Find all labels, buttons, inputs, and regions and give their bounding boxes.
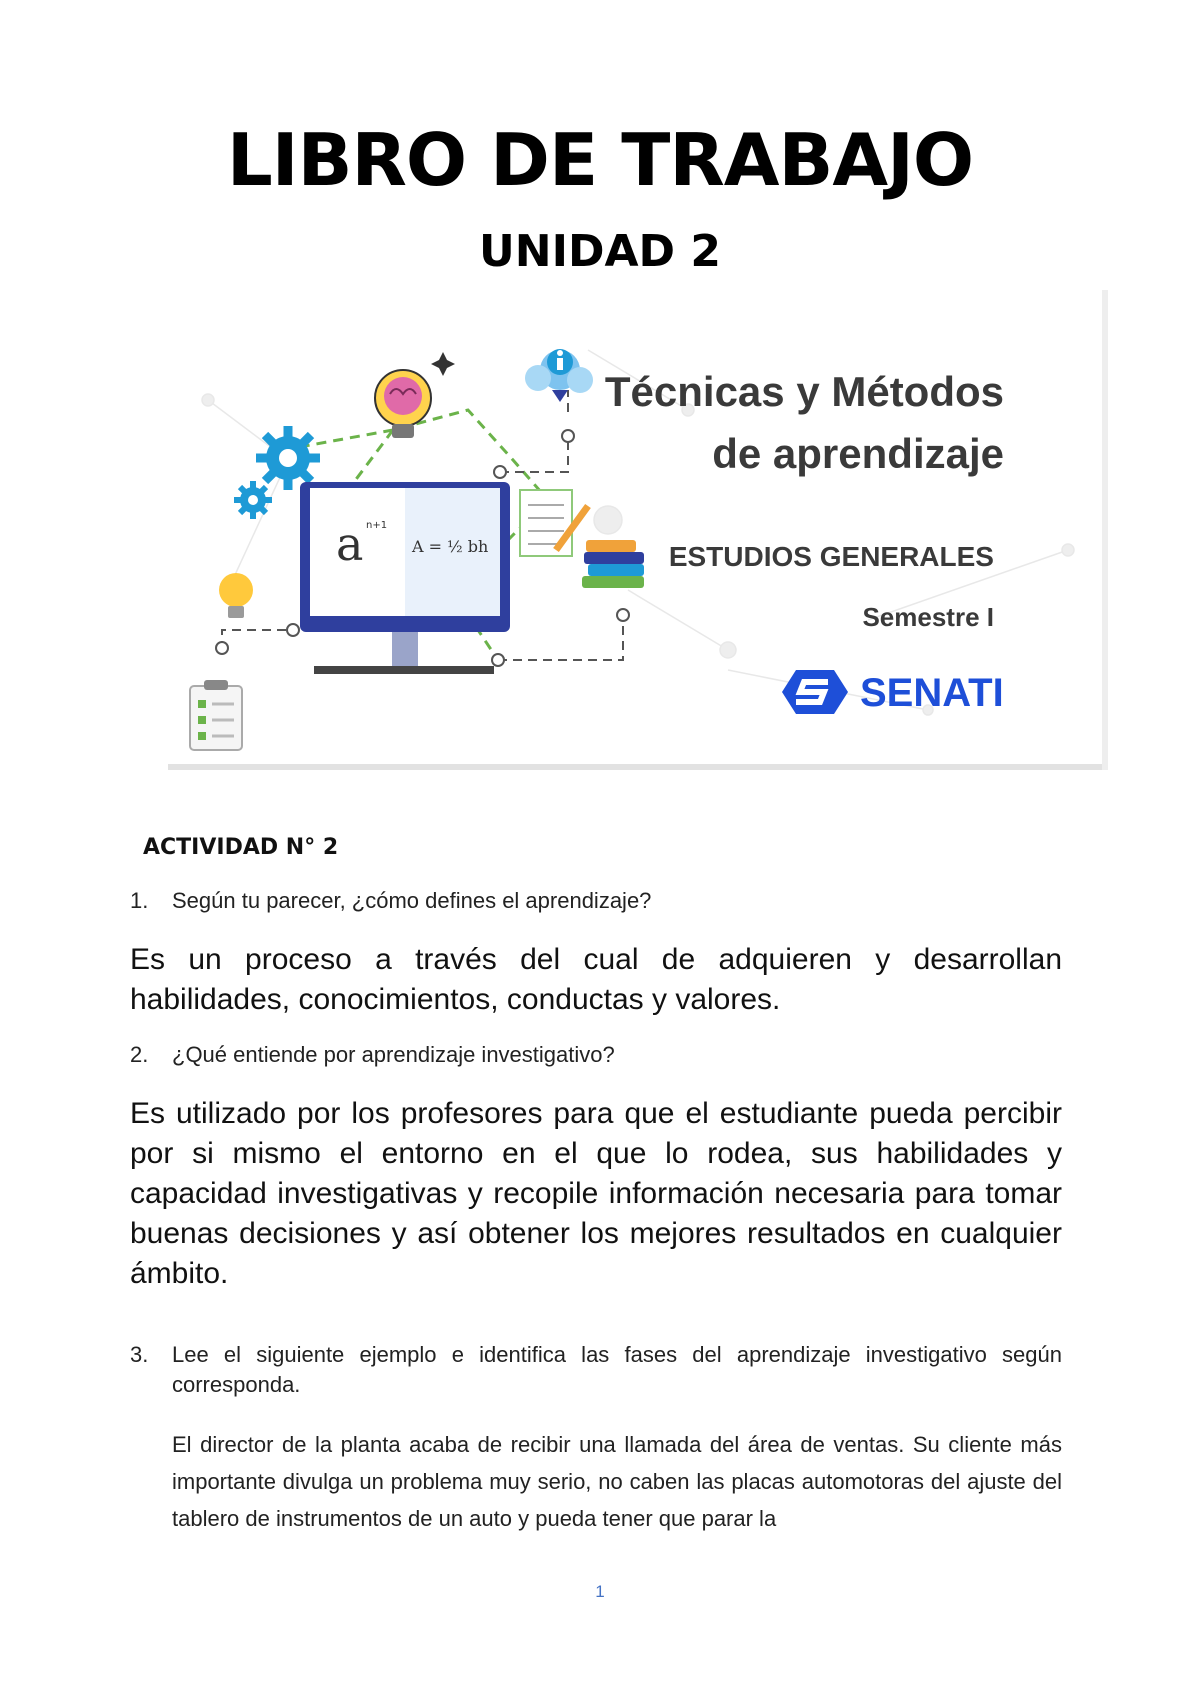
question-text: ¿Qué entiende por aprendizaje investigativo? — [172, 1042, 615, 1067]
banner-title-line2: de aprendizaje — [712, 430, 1004, 477]
answer-2: Es utilizado por los profesores para que el estudiante pueda percibir por si mismo el entorno en el que lo rodea, sus habilidades y capacidad investigativas y recopile información necesaria para tomar buenas decisiones y así obtener los mejores resultados en cualquier ámbito. — [130, 1097, 1062, 1290]
banner-semester: Semestre I — [862, 602, 994, 632]
course-banner — [168, 290, 1108, 770]
question-2 — [130, 1042, 615, 1068]
answer-1: Es un proceso a través del cual de adquieren y desarrollan habilidades, conocimientos, conductas y valores. — [130, 943, 1062, 1016]
question-number: 1. — [130, 888, 149, 913]
question-1 — [130, 888, 651, 914]
formula-power-exp: n+1 — [366, 520, 388, 531]
question-text: Según tu parecer, ¿cómo defines el aprendizaje? — [172, 888, 652, 913]
page-number: 1 — [595, 1582, 605, 1601]
document-title: LIBRO DE TRABAJO — [226, 118, 974, 202]
question-text: Lee el siguiente ejemplo e identifica las fases del aprendizaje investigativo según corresponda. — [172, 1342, 1062, 1397]
senati-logo — [782, 670, 1004, 715]
example-paragraph: El director de la planta acaba de recibir una llamada del área de ventas. Su cliente más importante divulga un problema muy serio, no caben las placas automotoras del ajuste del tablero de instrumentos de un auto y pueda tener que parar la — [172, 1432, 1062, 1531]
question-3 — [130, 1340, 1062, 1400]
banner-program: ESTUDIOS GENERALES — [668, 541, 994, 572]
question-number: 3. — [130, 1342, 149, 1367]
formula-power: a — [336, 517, 364, 571]
books-icon — [582, 540, 644, 588]
checklist-icon — [190, 680, 242, 750]
banner-title-line1: Técnicas y Métodos — [604, 368, 1004, 415]
document-subtitle: UNIDAD 2 — [479, 226, 721, 277]
formula-area: A = ½ bh — [412, 537, 489, 556]
banner-brand: SENATI — [860, 671, 1004, 715]
question-number: 2. — [130, 1042, 149, 1067]
activity-heading: ACTIVIDAD N° 2 — [143, 835, 339, 860]
